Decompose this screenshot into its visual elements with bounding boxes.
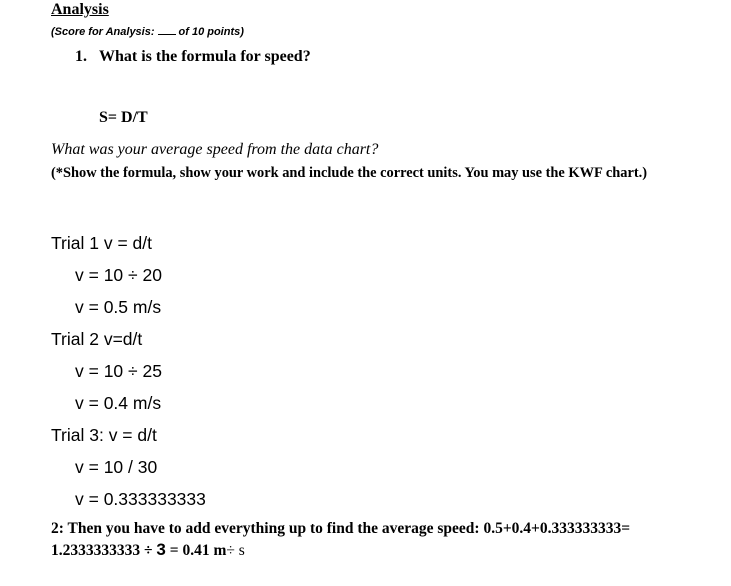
step-2-sum: 1.2333333333 ÷ [51, 542, 153, 559]
step-2-line-2 [51, 540, 245, 560]
trial-3-formula: Trial 3: v = d/t [51, 425, 157, 445]
speed-formula: S= D/T [99, 109, 148, 126]
step-2-unit: ÷ s [226, 542, 245, 559]
trial-3-substitution: v = 10 / 30 [75, 457, 158, 477]
score-suffix: of 10 points) [178, 26, 244, 38]
question-1-text: What is the formula for speed? [99, 48, 311, 65]
score-prefix: (Score for Analysis: [51, 26, 155, 38]
step-2-line-1: 2: Then you have to add everything up to find the average speed: 0.5+0.4+0.333333333= [51, 520, 631, 537]
question-2-instructions: (*Show the formula, show your work and include the correct units. You may use the KWF chart.) [51, 165, 648, 181]
question-2: What was your average speed from the data chart? [51, 141, 379, 158]
trial-1-substitution: v = 10 ÷ 20 [75, 265, 162, 285]
trial-2-result: v = 0.4 m/s [75, 393, 162, 413]
trial-1-result: v = 0.5 m/s [75, 297, 162, 317]
score-line [51, 25, 244, 38]
trial-3-result: v = 0.333333333 [75, 489, 206, 509]
trial-2-formula: Trial 2 v=d/t [51, 329, 143, 349]
score-blank [158, 25, 176, 35]
step-2-result: = 0.41 m [169, 542, 227, 559]
section-heading: Analysis [51, 1, 109, 18]
question-1 [75, 48, 311, 66]
trial-2-substitution: v = 10 ÷ 25 [75, 361, 162, 381]
trial-1-formula: Trial 1 v = d/t [51, 233, 152, 253]
step-2-divisor: 3 [156, 540, 166, 559]
question-1-number: 1. [75, 48, 87, 65]
